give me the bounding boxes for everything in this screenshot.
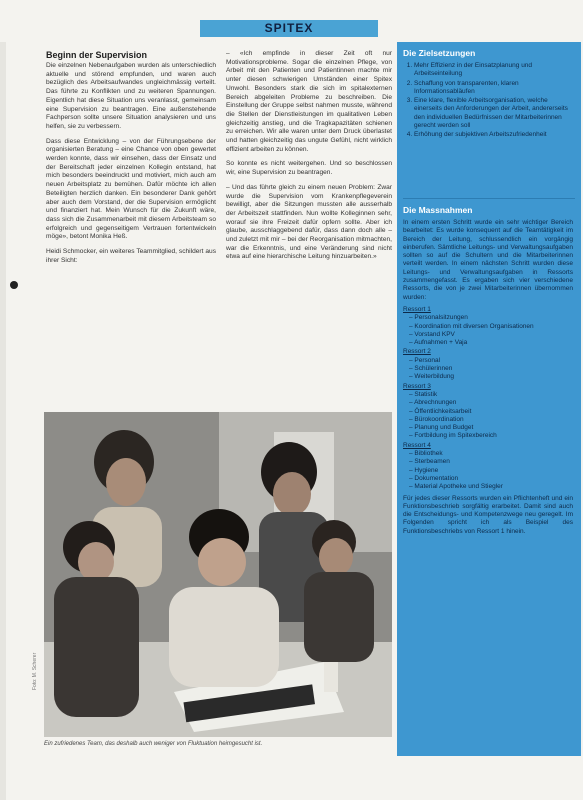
resort-item: – Abrechnungen — [409, 399, 573, 407]
resort-heading: Ressort 3 — [403, 382, 431, 390]
sidebar-divider — [403, 198, 575, 199]
goals-box — [403, 48, 573, 141]
info-sidebar — [397, 42, 581, 756]
resort-item: – Öffentlichkeitsarbeit — [409, 408, 573, 416]
resort-list — [403, 357, 573, 382]
col1-paragraph: Dass diese Entwicklung – von der Führungsebene der organisierten Beratung – eine Chance von oben gewertet werden konnte, dass wir einsehen, dass der Einsatz und der Bereitschaft jeder einzelnen Kollegin entstand, hat mich besonders beeindruckt und motiviert, mich auch am neuen Arbeitsplatz zu bemühen. Dafür möchte ich allen Beteiligten herzlich danken. Ein besonderer Dank gehört aber auch dem Vorstand, der die Supervision ermöglicht und finanziert hat. Mein Wunsch für die Zukunft wäre, dass sich die Zusammenarbeit mit diesem Arbeitsteam so erfolgreich und gegenseitigem Vertrauen fortentwickeln möge», betont Monika Heß. — [46, 137, 216, 241]
resort-item: – Weiterbildung — [409, 373, 573, 381]
article-heading: Beginn der Supervision — [46, 50, 148, 60]
resort-item: – Dokumentation — [409, 475, 573, 483]
article-column-2 — [226, 50, 392, 395]
goal-item: 3. Eine klare, flexible Arbeitsorganisation, welche einerseits den Anforderungen der Arbeit, andererseits den individuellen Bedürfnissen der Mitarbeiterinnen gerecht werden soll — [414, 97, 573, 130]
measures-intro: In einem ersten Schritt wurde ein sehr wichtiger Bereich bearbeitet: Es wurde konsequent auf die Teamtätigkeit im Bereich der Leitung, schlussendlich ein vorgängig einberufen. Sämtliche Leitungs- und Verwaltungsaufgaben sollten so auf die Schultern und die Mitarbeiterinnen verteilt werden. In einem nächsten Schritt wurden diese Leitungs- und Verwaltungsaufgaben in Ressorts zusammengefasst. Es ergaben sich vier verschiedene Ressorts, die von je zwei Mitarbeiterinnen übernommen wurden: — [403, 219, 573, 301]
resort-list — [403, 391, 573, 441]
resort-item: – Planung und Budget — [409, 424, 573, 432]
resort-item: – Sterbeamen — [409, 458, 573, 466]
goal-item: 2. Schaffung von transparenten, klaren Informationsabläufen — [414, 80, 573, 97]
resort-heading: Ressort 2 — [403, 348, 431, 356]
resort-item: – Koordination mit diversen Organisationen — [409, 323, 573, 331]
photo-caption: Ein zufriedenes Team, das deshalb auch weniger von Fluktuation heimgesucht ist. — [44, 741, 263, 747]
section-label: SPITEX — [200, 20, 378, 37]
col2-paragraph: – Und das führte gleich zu einem neuen Problem: Zwar wurde die Supervision vom Krankenpflegeverein bewilligt, aber die Sitzungen mussten alle ausserhalb der Arbeitszeit stattfinden. Nun wollte Kolleginnen sehr, worauf sie ihre Freizeit dafür opfern sollte. Aber ich glaube, ausschlaggebend dafür, dass dann doch alle – und zuletzt mit mir – bei der Reorganisation mitmachten, war die Erkenntnis, und eine Veränderung sind nicht etwa auf eine hierarchische Leitung hinzuarbeiten.» — [226, 183, 392, 261]
measures-box — [403, 205, 573, 540]
resort-item: – Bibliothek — [409, 450, 573, 458]
resort-item: – Material Apotheke und Stiegler — [409, 483, 573, 491]
binding-hole — [10, 281, 18, 289]
photo-credit: Foto: M. Scherer — [32, 652, 38, 690]
col2-paragraph: – «Ich empfinde in dieser Zeit oft nur Motivationsprobleme. Sogar die einzelnen Pflege, von Arbeit mit den Patienten und Patientinnen machte mir unter diesen schwierigen Umständen einer Spitex Unwohl. Besonders stark die sich im spitalexternen Bereich abgeleiten Probleme zu beschreiben. Die Einstellung der Gruppe selbst nahmen musste, während die Stellen der Dienstleistungen im qualitativen Leben gleichzeitig anstieg, und die Tragkapazitäten schienen zu erreichen. Wir alle waren unter dem Druck überlastet und hatten gleichzeitig das ungute Gefühl, nicht wirklich effizient arbeiten zu können. — [226, 50, 392, 153]
measures-closing: Für jedes dieser Ressorts wurden ein Pflichtenheft und ein Funktionsbeschrieb sorgfältig erarbeitet. Damit sind auch die Entscheidungs- und Kompetenzwege neu geregelt. Im Folgenden spricht ich als Beispiel des Funktionsbeschriebs von Ressort 1 hinein. — [403, 494, 573, 535]
col2-paragraph: So konnte es nicht weitergehen. Und so beschlossen wir, eine Supervision zu beantragen. — [226, 160, 392, 177]
resort-item: – Vorstand KPV — [409, 331, 573, 339]
team-photo — [44, 412, 392, 737]
col1-paragraph: Heidi Schmocker, ein weiteres Teammitglied, schildert aus ihrer Sicht: — [46, 248, 216, 264]
resort-item: – Statistik — [409, 391, 573, 399]
resort-list — [403, 450, 573, 491]
resort-item: – Personal — [409, 357, 573, 365]
resort-item: – Bürokoordination — [409, 416, 573, 424]
goals-title: Die Zielsetzungen — [403, 48, 476, 58]
resort-item: – Schülerinnen — [409, 365, 573, 373]
col1-paragraph: Die einzelnen Nebenaufgaben wurden als unterschiedlich aktuelle und störend empfunden, und waren auch bezüglich des Arbeitsaufwandes ungleichmässig verteilt. Das führte zu Konflikten und zu weiteren Spannungen. Eigentlich hat diese Situation uns veranlasst, gemeinsam eine Supervision zu beantragen. Eine außenstehende Fachperson sollte unsere Situation analysieren und uns helfen, sie zu verbessern. — [46, 62, 216, 130]
goals-list — [403, 62, 573, 140]
resort-item: – Aufnahmen + Vaja — [409, 339, 573, 347]
page-header — [0, 0, 583, 42]
goal-item: 1. Mehr Effizienz in der Einsatzplanung und Arbeitseinteilung — [414, 62, 573, 79]
article-column-1 — [46, 50, 216, 395]
resort-heading: Ressort 4 — [403, 441, 431, 449]
page-edge — [0, 0, 6, 800]
resort-heading: Ressort 1 — [403, 305, 431, 313]
resort-item: – Fortbildung im Spitexbereich — [409, 432, 573, 440]
goal-item: 4. Erhöhung der subjektiven Arbeitszufriedenheit — [414, 131, 573, 139]
resort-list — [403, 314, 573, 347]
resort-item: – Hygiene — [409, 467, 573, 475]
resort-item: – Personalsitzungen — [409, 314, 573, 322]
measures-title: Die Massnahmen — [403, 205, 473, 215]
